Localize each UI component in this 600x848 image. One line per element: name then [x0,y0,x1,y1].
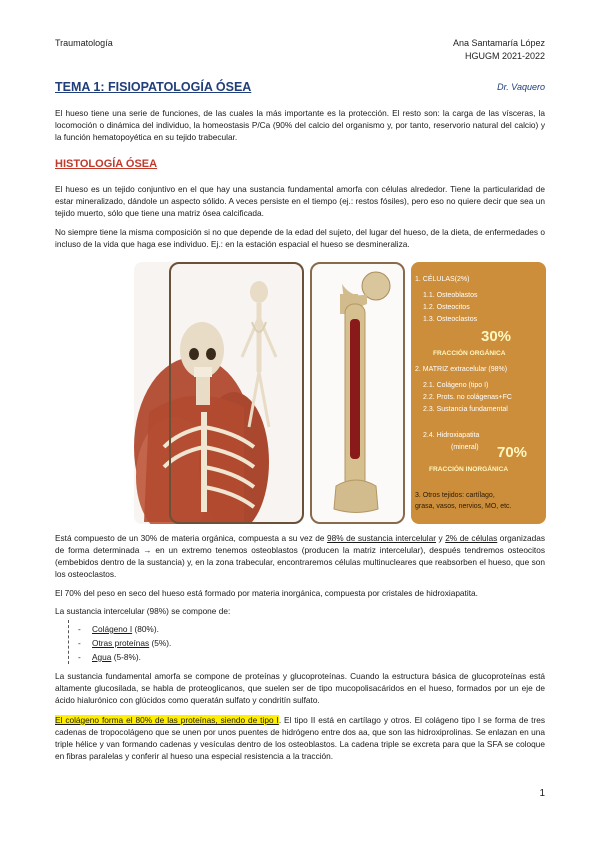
list-item [78,636,171,650]
page-number: 1 [539,788,545,799]
femur-svg [312,264,403,522]
professor-name: Dr. Vaquero [497,82,545,92]
list-item-label: Agua [92,652,112,662]
list-item [78,650,171,664]
anatomy-illustration [134,262,304,524]
paragraph-1: El hueso es un tejido conjuntivo en el que hay una sustancia fundamental amorfa con células alrededor. Tiene la particularidad de estar mineralizado, dándole un aspecto sólido. A veces persiste en el tiempo (ej.: restos fósiles), pero eso no quiere decir que sea un tejido muerto, sólo que tiene una matriz ósea calcificada. [55,184,545,218]
page-title: TEMA 1: FISIOPATOLOGÍA ÓSEA [55,80,252,94]
fig-matrix-label: 2. MATRIZ extracelular (98%) [415,366,508,373]
list-item [78,622,171,636]
composition-list [78,622,171,664]
p3-text-e: organizadas de forma determinada → en un extremo tenemos osteoblastos (producen la matriz intercelular), después tendremos osteocitos (embebidos dentro de la sustancia) y, en la zona trabecular, encontraremos células multinucleares que reabsorben el hueso, que son los osteoclastos. [55,533,545,579]
header-subject: Traumatología [55,38,113,48]
fig-organic-caption: FRACCIÓN ORGÁNICA [433,350,506,357]
fig-cells-label: 1. CÉLULAS(2%) [415,276,470,283]
femur-illustration [310,262,405,524]
fig-pct-organic: 30% [481,328,512,345]
list-bracket [68,620,75,664]
fig-inorganic-caption: FRACCIÓN INORGÁNICA [429,466,509,473]
fig-osteoblastos: 1.1. Osteoblastos [423,292,478,299]
p7-rest: . El tipo II está en cartílago y otros. El colágeno tipo I se forma de tres cadenas de tropocolágeno que se unen por unos puentes de hidrógeno entre dos aa, que son las hidroxiprolinas. Se enlazan en una triple hélice y van formando cadenas y vesículas dentro de los osteoblastos. La cadena triple se excreta para que la SFA se coloque en fibras paralelas y conferir al hueso una especial resistencia a la tracción. [55,715,545,761]
fig-colageno: 2.1. Colágeno (tipo I) [423,382,489,389]
section-title: HISTOLOGÍA ÓSEA [55,158,158,170]
fig-hidroxiapatita: 2.4. Hidroxiapatita [423,432,480,439]
paragraph-4: El 70% del peso en seco del hueso está formado por materia inorgánica, compuesta por cristales de hidroxiapatita. [55,588,478,598]
list-item-value: (5-8%). [111,652,141,662]
paragraph-3 [55,532,545,580]
fig-osteoclastos: 1.3. Osteoclastos [423,316,478,323]
fig-pct-inorganic: 70% [497,444,528,461]
paragraph-6: La sustancia fundamental amorfa se compone de proteínas y glucoproteínas. Cuando la estructura básica de glucoproteínas está altamente glucosilada, se habla de proteoglicanos, que suelen ser de tipo mucopolisacáridos en el hueso, formados por un eje de ácido hialurónico con glúcidos como queratán sulfato y condritín sulfato. [55,671,545,705]
list-item-label: Colágeno I [92,624,133,634]
paragraph-7 [55,714,545,762]
intro-paragraph: El hueso tiene una serie de funciones, de las cuales la más importante es la protección. El resto son: la carga de las vísceras, la locomoción o dinámica del individuo, la homeostasis P/Ca (90% del calcio del organismo y, por tanto, reservorio natural del calcio) y la función hematopoyética en su tejido trabecular. [55,108,545,142]
paragraph-2: No siempre tiene la misma composición si no que depende de la edad del sujeto, del lugar del hueso, de la dieta, de enfermedades o incluso de la vida que haga ese individuo. Ej.: en la estación espacial el hueso se desmineraliza. [55,227,545,249]
p3-celulas: 2% de células [445,533,498,543]
paragraph-5: La sustancia intercelular (98%) se compone de: [55,606,231,616]
list-item-label: Otras proteínas [92,638,150,648]
p7-highlight: El colágeno forma el 80% de las proteínas, siendo de tipo I [55,715,279,725]
fig-sust-fund: 2.3. Sustancia fundamental [423,406,508,413]
list-item-value: (5%). [149,638,172,648]
header-author: Ana Santamaría López [452,38,545,48]
header-course: HGUGM 2021-2022 [464,51,545,61]
composition-panel [411,262,546,524]
fig-otros-1: 3. Otros tejidos: cartílago, [415,492,495,499]
p3-sustancia: 98% de sustancia intercelular [327,533,437,543]
bone-composition-figure [134,262,546,524]
skeleton-frame [169,262,304,524]
p3-text-a: Está compuesto de un 30% de materia orgánica, compuesta a su vez de [55,533,328,543]
list-item-value: (80%). [132,624,159,634]
fig-mineral: (mineral) [451,444,479,451]
p3-text-c: y [436,533,446,543]
fig-prots: 2.2. Prots. no colágenas+FC [423,394,512,401]
fig-otros-2: grasa, vasos, nervios, MO, etc. [415,503,512,510]
fig-osteocitos: 1.2. Osteocitos [423,304,470,311]
